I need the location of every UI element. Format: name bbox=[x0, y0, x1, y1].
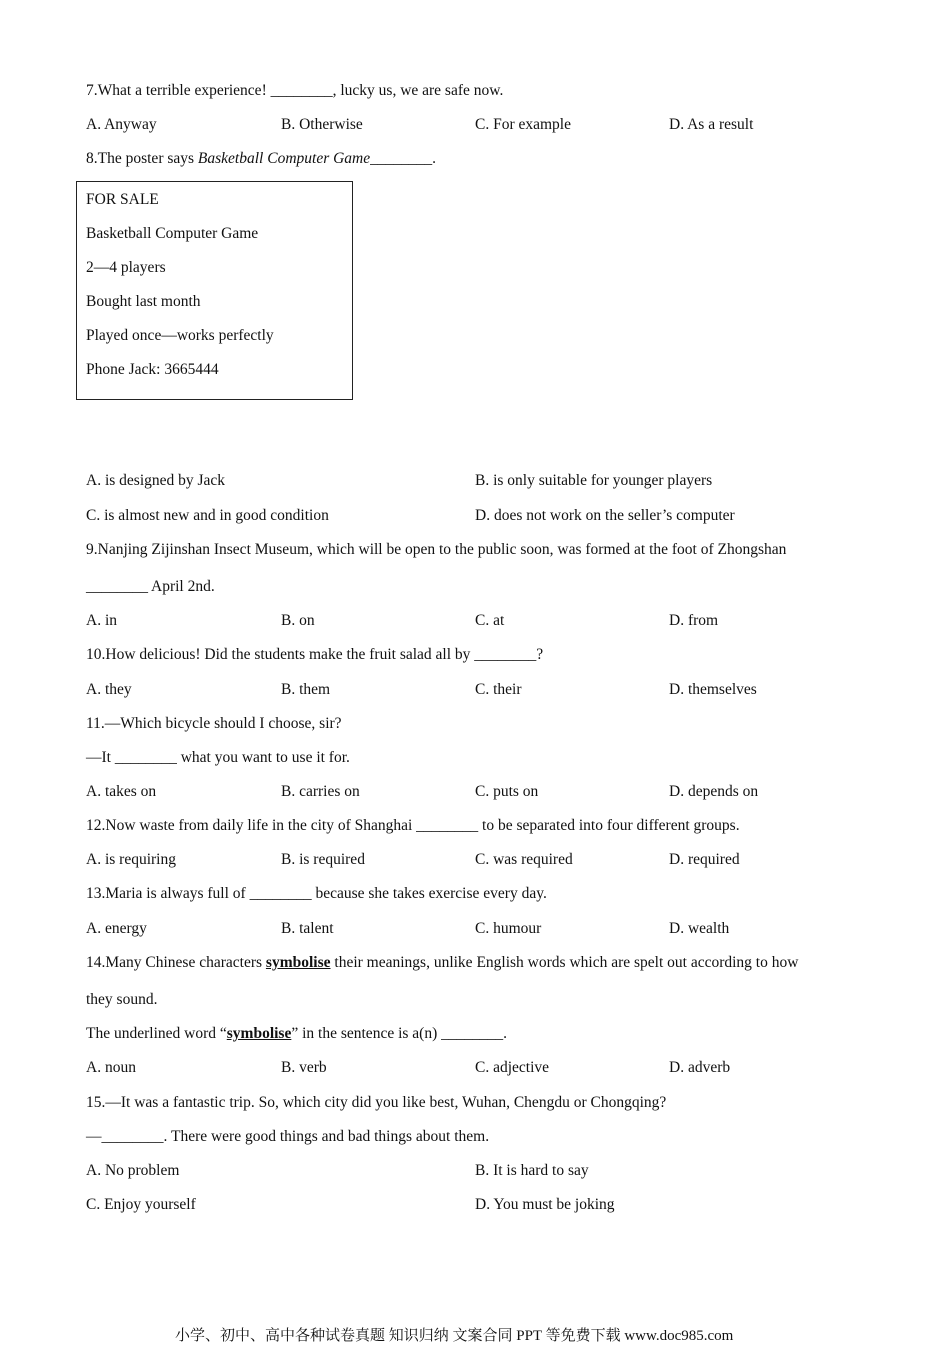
q14-stem bbox=[86, 954, 798, 972]
poster-line: FOR SALE bbox=[86, 191, 159, 208]
q12-option-b: B. is required bbox=[281, 851, 365, 868]
q9-option-a: A. in bbox=[86, 612, 117, 629]
q12-stem: 12.Now waste from daily life in the city of Shanghai ________ to be separated into four different groups. bbox=[86, 817, 740, 834]
q8-stem-post: ________. bbox=[370, 150, 436, 167]
q14-prompt-word: symbolise bbox=[226, 1025, 292, 1042]
q7-option-a: A. Anyway bbox=[86, 116, 157, 133]
q11-option-a: A. takes on bbox=[86, 783, 157, 800]
q7-stem: 7.What a terrible experience! ________, lucky us, we are safe now. bbox=[86, 82, 504, 99]
q9-option-c: C. at bbox=[475, 612, 505, 629]
q8-option-c: C. is almost new and in good condition bbox=[86, 507, 329, 524]
q10-option-a: A. they bbox=[86, 681, 132, 698]
q8-stem-italic: Basketball Computer Game bbox=[197, 150, 371, 167]
q14-prompt bbox=[86, 1025, 507, 1043]
q13-stem: 13.Maria is always full of ________ because she takes exercise every day. bbox=[86, 885, 547, 902]
q11-option-c: C. puts on bbox=[475, 783, 539, 800]
poster-line: 2—4 players bbox=[86, 259, 166, 276]
q14-prompt-post: ” in the sentence is a(n) ________. bbox=[291, 1025, 507, 1042]
q14-option-d: D. adverb bbox=[669, 1059, 731, 1076]
q10-option-b: B. them bbox=[281, 681, 331, 698]
q14-option-a: A. noun bbox=[86, 1059, 136, 1076]
q9-option-d: D. from bbox=[669, 612, 719, 629]
q8-option-d: D. does not work on the seller’s computer bbox=[475, 507, 735, 524]
q10-stem: 10.How delicious! Did the students make the fruit salad all by ________? bbox=[86, 646, 544, 663]
q14-stem-line2: they sound. bbox=[86, 991, 158, 1008]
q15-stem-line1: 15.—It was a fantastic trip. So, which city did you like best, Wuhan, Chengdu or Chongqing? bbox=[86, 1094, 667, 1111]
q15-option-a: A. No problem bbox=[86, 1162, 180, 1179]
q13-option-a: A. energy bbox=[86, 920, 147, 937]
q11-stem-line1: 11.—Which bicycle should I choose, sir? bbox=[86, 715, 342, 732]
q14-option-c: C. adjective bbox=[475, 1059, 550, 1076]
q7-option-b: B. Otherwise bbox=[281, 116, 363, 133]
q7-option-d: D. As a result bbox=[669, 116, 754, 133]
poster-line: Basketball Computer Game bbox=[86, 225, 259, 242]
q7-option-c: C. For example bbox=[475, 116, 571, 133]
q10-option-d: D. themselves bbox=[669, 681, 757, 698]
poster-line: Played once—works perfectly bbox=[86, 327, 274, 344]
q11-option-d: D. depends on bbox=[669, 783, 759, 800]
q11-option-b: B. carries on bbox=[281, 783, 360, 800]
q9-stem-line2: ________ April 2nd. bbox=[86, 578, 215, 595]
q9-stem-line1: 9.Nanjing Zijinshan Insect Museum, which will be open to the public soon, was formed at the foot of Zhongshan bbox=[86, 541, 787, 558]
q12-option-c: C. was required bbox=[475, 851, 573, 868]
q12-option-a: A. is requiring bbox=[86, 851, 176, 868]
q15-option-b: B. It is hard to say bbox=[475, 1162, 589, 1179]
q10-option-c: C. their bbox=[475, 681, 522, 698]
poster-line: Phone Jack: 3665444 bbox=[86, 361, 219, 378]
q12-option-d: D. required bbox=[669, 851, 740, 868]
q15-option-d: D. You must be joking bbox=[475, 1196, 615, 1213]
q14-option-b: B. verb bbox=[281, 1059, 327, 1076]
q14-prompt-pre: The underlined word “ bbox=[86, 1025, 227, 1042]
page-footer: 小学、初中、高中各种试卷真题 知识归纳 文案合同 PPT 等免费下载 www.doc985.com bbox=[175, 1328, 734, 1344]
q15-option-c: C. Enjoy yourself bbox=[86, 1196, 196, 1213]
q14-stem-pre: 14.Many Chinese characters bbox=[86, 954, 266, 971]
q8-option-b: B. is only suitable for younger players bbox=[475, 472, 713, 489]
q14-stem-post: their meanings, unlike English words which are spelt out according to how bbox=[330, 954, 799, 971]
q11-stem-line2: —It ________ what you want to use it for. bbox=[86, 749, 350, 766]
q8-stem-pre: 8.The poster says bbox=[86, 150, 198, 167]
poster-line: Bought last month bbox=[86, 293, 201, 310]
q8-stem bbox=[86, 150, 436, 168]
q13-option-c: C. humour bbox=[475, 920, 542, 937]
q15-stem-line2: —________. There were good things and bad things about them. bbox=[86, 1128, 490, 1145]
q13-option-d: D. wealth bbox=[669, 920, 730, 937]
q8-option-a: A. is designed by Jack bbox=[86, 472, 226, 489]
q13-option-b: B. talent bbox=[281, 920, 334, 937]
q9-option-b: B. on bbox=[281, 612, 315, 629]
q14-underlined-word: symbolise bbox=[265, 954, 331, 971]
